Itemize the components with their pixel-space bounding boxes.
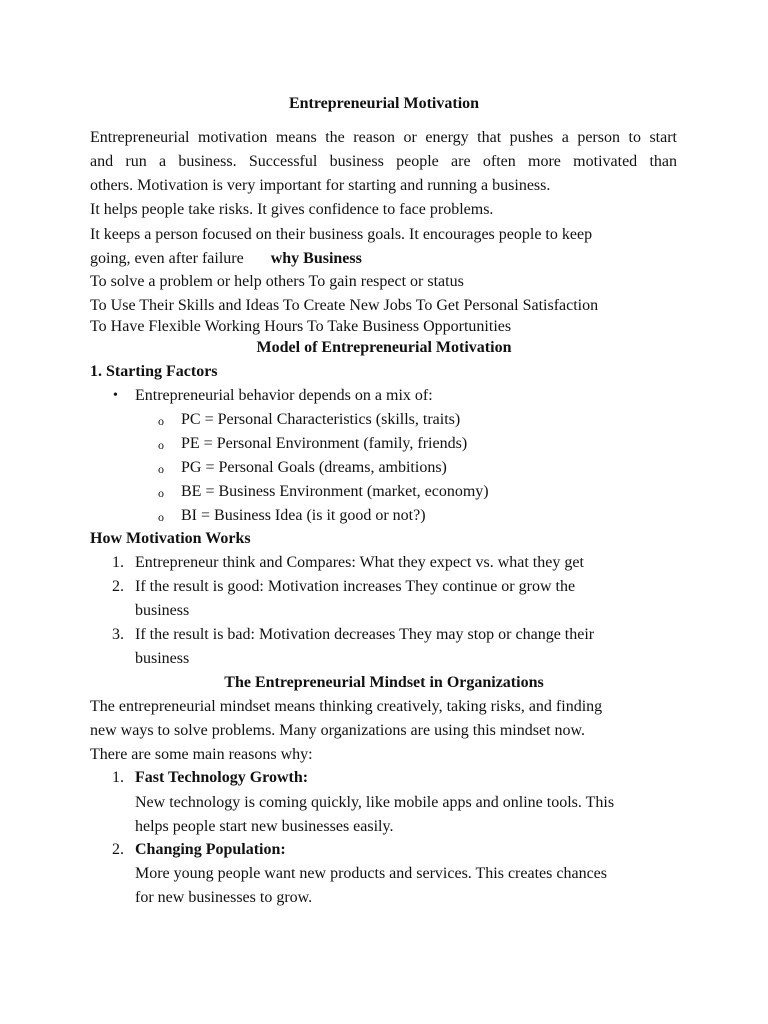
document-title: Entrepreneurial Motivation (288, 95, 480, 112)
reason-1-line-2: helps people start new businesses easily. (135, 818, 394, 835)
intro-line-3: others. Motivation is very important for starting and running a business. (90, 177, 551, 194)
intro-line-6-text: going, even after failure (90, 250, 244, 267)
mindset-line-2: new ways to solve problems. Many organizations are using this mindset now. (90, 722, 586, 739)
sub-bullet-icon: o (158, 462, 164, 476)
factor-item: BE = Business Environment (market, economy) (181, 483, 489, 500)
intro-line-6 (90, 249, 362, 269)
intro-line-9: To Have Flexible Working Hours To Take Business Opportunities (90, 318, 512, 335)
reason-1-line-1: New technology is coming quickly, like mobile apps and online tools. This (135, 794, 615, 811)
mindset-line-3: There are some main reasons why: (90, 746, 313, 763)
list-number: 1. (112, 769, 124, 786)
how-motivation-heading: How Motivation Works (90, 530, 251, 547)
reason-1-title: Fast Technology Growth: (135, 769, 309, 786)
list-number: 1. (112, 554, 124, 571)
intro-line-2: and run a business. Successful business people are often more motivated than (90, 153, 677, 170)
intro-line-5: It keeps a person focused on their business goals. It encourages people to keep (90, 226, 593, 243)
sub-bullet-icon: o (158, 510, 164, 524)
model-heading: Model of Entrepreneurial Motivation (256, 339, 512, 356)
sub-bullet-icon: o (158, 438, 164, 452)
factor-item: BI = Business Idea (is it good or not?) (181, 507, 426, 524)
intro-line-1: Entrepreneurial motivation means the reason or energy that pushes a person to start (90, 129, 677, 146)
mindset-line-1: The entrepreneurial mindset means thinking creatively, taking risks, and finding (90, 698, 603, 715)
sub-bullet-icon: o (158, 414, 164, 428)
factor-item: PG = Personal Goals (dreams, ambitions) (181, 459, 447, 476)
sub-bullet-icon: o (158, 486, 164, 500)
reason-2-line-2: for new businesses to grow. (135, 889, 313, 906)
how-item-2-line-1: If the result is good: Motivation increases They continue or grow the (135, 578, 576, 595)
intro-line-4: It helps people take risks. It gives confidence to face problems. (90, 201, 494, 218)
reason-2-title: Changing Population: (135, 841, 286, 858)
factor-item: PE = Personal Environment (family, friends) (181, 435, 468, 452)
intro-line-7: To solve a problem or help others To gain respect or status (90, 273, 464, 290)
starting-factors-heading: 1. Starting Factors (90, 363, 218, 380)
how-item-1: Entrepreneur think and Compares: What they expect vs. what they get (135, 554, 584, 571)
intro-line-8: To Use Their Skills and Ideas To Create New Jobs To Get Personal Satisfaction (90, 297, 599, 314)
how-item-3-line-2: business (135, 650, 190, 667)
mindset-heading: The Entrepreneurial Mindset in Organizations (224, 674, 544, 691)
factor-item: PC = Personal Characteristics (skills, traits) (181, 411, 461, 428)
how-item-2-line-2: business (135, 602, 190, 619)
bullet-icon: • (113, 388, 118, 403)
list-number: 2. (112, 841, 124, 858)
reason-2-line-1: More young people want new products and services. This creates chances (135, 865, 607, 882)
how-item-3-line-1: If the result is bad: Motivation decreases They may stop or change their (135, 626, 595, 643)
model-bullet-text: Entrepreneurial behavior depends on a mix of: (135, 387, 433, 404)
why-business-heading: why Business (270, 250, 362, 267)
list-number: 3. (112, 626, 124, 643)
list-number: 2. (112, 578, 124, 595)
